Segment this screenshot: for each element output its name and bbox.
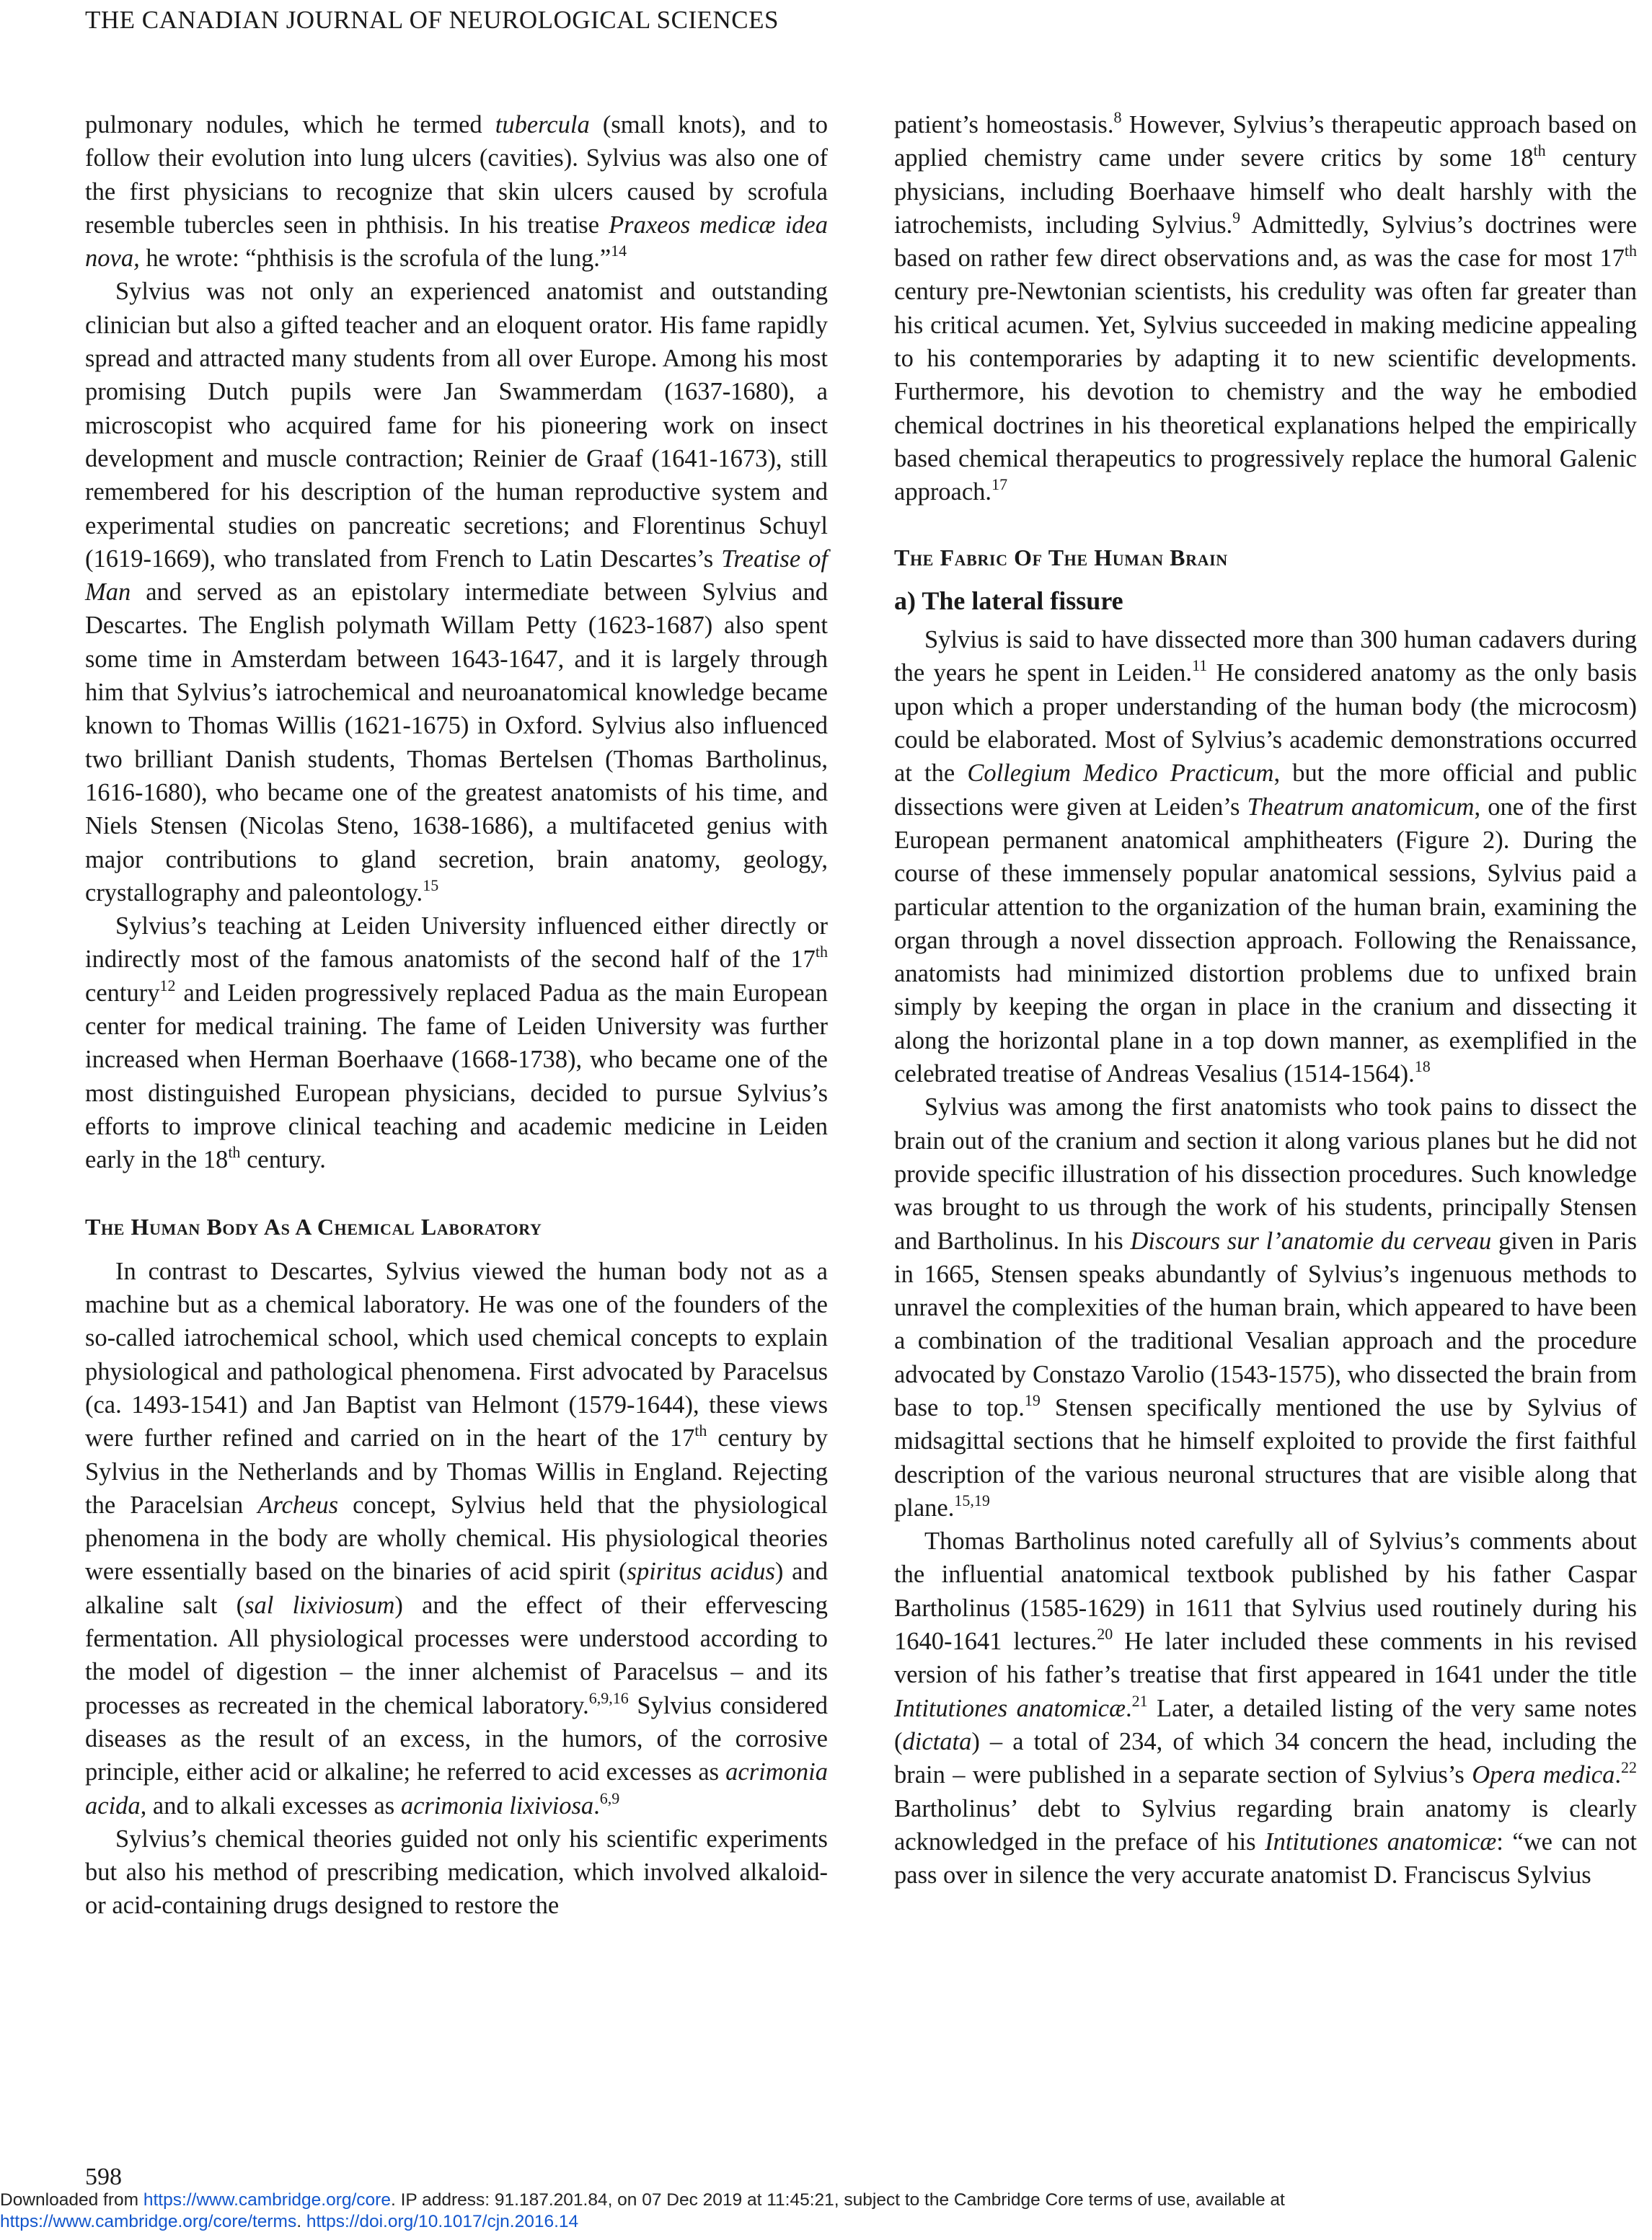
text-span: He later included these comments in his revised version of his father’s treatise that first appeared in 1641 under the title xyxy=(894,1628,1637,1689)
italic-term: sal lixiviosum xyxy=(244,1591,395,1619)
text-span: . xyxy=(1615,1761,1621,1789)
right-column xyxy=(894,108,1637,1892)
citation-ref: 8 xyxy=(1113,108,1122,126)
section-heading-human-brain: The Fabric Of The Human Brain xyxy=(894,544,1228,570)
text-span: and served as an epistolary intermediate between Sylvius and Descartes. The English polymath Willam Petty (1623-1687) also spent some time in Amsterdam between 1643-1647, and it is largely through him that Sylvius’s iatrochemical and neuroanatomical knowledge became known to Thomas Willis (1621-1675) in Oxford. Sylvius also influenced two brilliant Danish students, Thomas Bertelsen (Thomas Bartholinus, 1616-1680), who became one of the greatest anatomists of his time, and Niels Stensen (Nicolas Steno, 1638-1686), a multifaceted genius with major contributions to gland secretion, brain anatomy, geology, crystallography and paleontology. xyxy=(85,578,828,907)
text-span: Sylvius’s chemical theories guided not only his scientific experiments but also his method of prescribing medication, which involved alkaloid- or acid-containing drugs designed to restore the xyxy=(85,1825,828,1920)
cambridge-core-link[interactable]: https://www.cambridge.org/core xyxy=(143,2190,391,2210)
italic-term: Theatrum anatomicum xyxy=(1247,793,1475,821)
paragraph-students xyxy=(85,275,828,909)
italic-title: Intitutiones anatomicæ xyxy=(1265,1827,1497,1856)
text-span: and to alkali excesses as xyxy=(146,1791,401,1820)
footer-line-1 xyxy=(0,2190,1652,2211)
doi-link[interactable]: https://doi.org/10.1017/cjn.2016.14 xyxy=(306,2212,579,2231)
citation-ref: 14 xyxy=(611,242,627,260)
text-span: ) and alkaline salt ( xyxy=(85,1558,828,1619)
italic-title: Opera medica xyxy=(1472,1761,1615,1789)
italic-term: acrimonia lixiviosa xyxy=(400,1791,594,1820)
text-span: However, Sylvius’s therapeutic approach based on applied chemistry came under severe critics by some 18 xyxy=(894,111,1637,172)
ordinal-sup: th xyxy=(1624,242,1637,260)
text-span: Sylvius was not only an experienced anatomist and outstanding clinician but also a gifted teacher and an eloquent orator. His fame rapidly spread and attracted many students from all over Europe. Among his most promising Dutch pupils were Jan Swammerdam (1637-1680), a microscopist who acquired fame for his pioneering work on insect development and muscle contraction; Reinier de Graaf (1641-1673), still remembered for his description of the human reproductive system and experimental studies on pancreatic secretions; and Florentinus Schuyl (1619-1669), who translated from French to Latin Descartes’s xyxy=(85,278,828,573)
italic-term: Archeus xyxy=(257,1491,339,1519)
citation-ref: 12 xyxy=(159,976,176,995)
text-span: Bartholinus’ debt to Sylvius regarding brain anatomy is clearly acknowledged in the preface of his xyxy=(894,1794,1637,1856)
text-span: . xyxy=(1125,1694,1132,1722)
italic-term: Collegium Medico Practicum xyxy=(967,759,1274,788)
text-span: Admittedly, Sylvius’s doctrines were based on rather few direct observations and, as was the case for most 17 xyxy=(894,211,1638,273)
left-column xyxy=(85,108,828,1923)
text-span: Sylvius was among the first anatomists who took pains to dissect the brain out of the cranium and section it along various planes but he did not provide specific illustration of his dissection procedures. Such knowledge was brought to us through the work of his students, principally Stensen and Bartholinus. In his xyxy=(894,1093,1637,1255)
text-span: Sylvius considered diseases as the result of an excess, in the humors, of the corrosive principle, either acid or alkaline; he referred to acid excesses as xyxy=(85,1691,828,1786)
footer-text: Downloaded from xyxy=(0,2190,143,2210)
text-span: In contrast to Descartes, Sylvius viewed the human body not as a machine but as a chemical laboratory. He was one of the founders of the so-called iatrochemical school, which used chemical concepts to explain physiological and pathological phenomena. First advocated by Paracelsus (ca. 1493-1541) and Jan Baptist van Helmont (1579-1644), these views were further refined and carried on in the heart of the 17 xyxy=(85,1257,828,1452)
citation-ref: 15 xyxy=(423,876,439,894)
text-span: century physicians, including Boerhaave himself who dealt harshly with the iatrochemists, including Sylvius. xyxy=(894,144,1638,239)
citation-ref: 17 xyxy=(991,475,1008,494)
text-span: Stensen specifically mentioned the use by Sylvius of midsagittal sections that he himself exploited to provide the first faithful description of the various neuronal structures that are visible along that plane. xyxy=(894,1393,1637,1522)
citation-ref: 6,9 xyxy=(599,1789,620,1807)
paragraph-homeostasis xyxy=(894,108,1637,509)
paragraph-chemical-theories xyxy=(85,1822,828,1923)
italic-title: Intitutiones anatomicæ xyxy=(894,1694,1126,1722)
text-span: given in Paris in 1665, Stensen speaks abundantly of Sylvius’s ingenuous methods to unravel the complexities of the human brain, which appeared to have been a combination of the traditional Vesalian approach and the procedure advocated by Constazo Varolio (1543-1575), who dissected the brain from base to top. xyxy=(894,1227,1638,1421)
text-span: Thomas Bartholinus noted carefully all of Sylvius’s comments about the influential anatomical textbook published by his father Caspar Bartholinus (1585-1629) in 1611 that Sylvius used routinely during his 1640-1641 lectures. xyxy=(894,1527,1637,1656)
citation-ref: 22 xyxy=(1621,1758,1637,1777)
paragraph-bartholinus xyxy=(894,1525,1637,1892)
ordinal-sup: th xyxy=(694,1421,707,1440)
text-span: he wrote: “phthisis is the scrofula of the lung.” xyxy=(139,244,611,273)
text-span: : “we can not pass over in silence the very accurate anatomist D. Franciscus Sylvius xyxy=(894,1827,1637,1890)
italic-term: spiritus acidus xyxy=(627,1558,775,1586)
italic-term: dictata xyxy=(902,1727,972,1755)
paragraph-tubercula xyxy=(85,108,828,275)
terms-link[interactable]: https://www.cambridge.org/core/terms xyxy=(0,2212,297,2231)
citation-ref: 6,9,16 xyxy=(588,1688,629,1707)
citation-ref: 9 xyxy=(1232,208,1241,226)
text-span: century. xyxy=(240,1146,326,1174)
journal-running-header: THE CANADIAN JOURNAL OF NEUROLOGICAL SCIENCES xyxy=(85,6,779,34)
ordinal-sup: th xyxy=(815,943,828,961)
text-span: concept, Sylvius held that the physiological phenomena in the body are wholly chemical. His physiological theories were essentially based on the binaries of acid spirit ( xyxy=(85,1491,828,1586)
page-number: 598 xyxy=(85,2164,122,2190)
text-span: century by Sylvius in the Netherlands and by Thomas Willis in England. Rejecting the Paracelsian xyxy=(85,1424,828,1519)
text-span: Sylvius is said to have dissected more than 300 human cadavers during the years he spent in Leiden. xyxy=(894,626,1637,687)
text-span: ) – a total of 234, of which 34 concern the head, including the brain – were published in a separate section of Sylvius’s xyxy=(894,1727,1637,1789)
text-span: and Leiden progressively replaced Padua as the main European center for medical training. The fame of Leiden University was further increased when Herman Boerhaave (1668-1738), who became one of the most distinguished European physicians, decided to pursue Sylvius’s efforts to improve clinical teaching and academic medicine in Leiden early in the 18 xyxy=(85,979,828,1174)
text-span: Sylvius’s teaching at Leiden University influenced either directly or indirectly most of the famous anatomists of the second half of the 17 xyxy=(85,912,828,974)
ordinal-sup: th xyxy=(1533,141,1546,160)
download-footer xyxy=(0,2190,1652,2233)
subheading-lateral-fissure: a) The lateral fissure xyxy=(894,586,1123,615)
text-span: . xyxy=(593,1791,600,1820)
citation-ref: 20 xyxy=(1097,1625,1113,1644)
text-span: , one of the first European permanent anatomical amphitheaters (Figure 2). During the course of these immensely popular anatomical sessions, Sylvius paid a particular attention to the organization of the human brain, examining the organ through a novel dissection approach. Following the Renaissance, anatomists had minimized distortion problems due to unfixed brain simply by keeping the organ in place in the cranium and dissecting it along the horizontal plane in a top down manner, as exemplified in the celebrated treatise of Andreas Vesalius (1514-1564). xyxy=(894,793,1637,1088)
italic-term: tubercula xyxy=(495,111,590,138)
footer-text: . xyxy=(296,2212,306,2231)
text-span: (small knots), and to follow their evolution into lung ulcers (cavities). Sylvius was also one of the first physicians to recognize that skin ulcers caused by scrofula resemble tubercles seen in phthisis. In his treatise xyxy=(85,111,828,239)
italic-term: acrimonia acida, xyxy=(85,1758,828,1820)
citation-ref: 11 xyxy=(1192,656,1208,675)
paragraph-iatrochemistry xyxy=(85,1255,828,1822)
paragraph-leiden xyxy=(85,909,828,1176)
ordinal-sup: th xyxy=(228,1143,241,1162)
footer-line-2 xyxy=(0,2211,1652,2233)
citation-ref: 19 xyxy=(1024,1390,1041,1409)
section-heading-chemical-laboratory: The Human Body As A Chemical Laboratory xyxy=(85,1213,542,1240)
italic-title: Praxeos medicæ idea nova, xyxy=(85,211,828,273)
italic-title: Treatise of Man xyxy=(85,544,828,607)
text-span: ) and the effect of their effervescing fermentation. All physiological processes were understood according to the model of digestion – the inner alchemist of Paracelsus – and its processes as recreated in the chemical laboratory. xyxy=(85,1591,828,1719)
citation-ref: 18 xyxy=(1414,1057,1431,1076)
footer-text: . IP address: 91.187.201.84, on 07 Dec 2019 at 11:45:21, subject to the Cambridge Core terms of use, available at xyxy=(390,2190,1285,2210)
text-span: century xyxy=(85,979,160,1007)
citation-ref: 21 xyxy=(1131,1691,1148,1710)
text-span: century pre-Newtonian scientists, his credulity was often far greater than his critical acumen. Yet, Sylvius succeeded in making medicine appealing to his contemporaries by adapting it to new scientific developments. Furthermore, his devotion to chemistry and the way he embodied chemical doctrines in his theoretical explanations helped the empirically based chemical therapeutics to progressively replace the humoral Galenic approach. xyxy=(894,278,1637,506)
citation-ref: 15,19 xyxy=(954,1491,990,1509)
text-span: He considered anatomy as the only basis upon which a proper understanding of the human body (the microcosm) could be elaborated. Most of Sylvius’s academic demonstrations occurred at the xyxy=(894,659,1638,788)
paragraph-stensen xyxy=(894,1090,1637,1525)
paragraph-dissection xyxy=(894,623,1637,1090)
italic-title: Discours sur l’anatomie du cerveau xyxy=(1130,1227,1492,1255)
text-span: pulmonary nodules, which he termed xyxy=(85,111,495,138)
text-span: , but the more official and public dissections were given at Leiden’s xyxy=(894,759,1638,821)
text-span: patient’s homeostasis. xyxy=(894,111,1114,138)
text-span: Later, a detailed listing of the very same notes ( xyxy=(894,1694,1637,1755)
